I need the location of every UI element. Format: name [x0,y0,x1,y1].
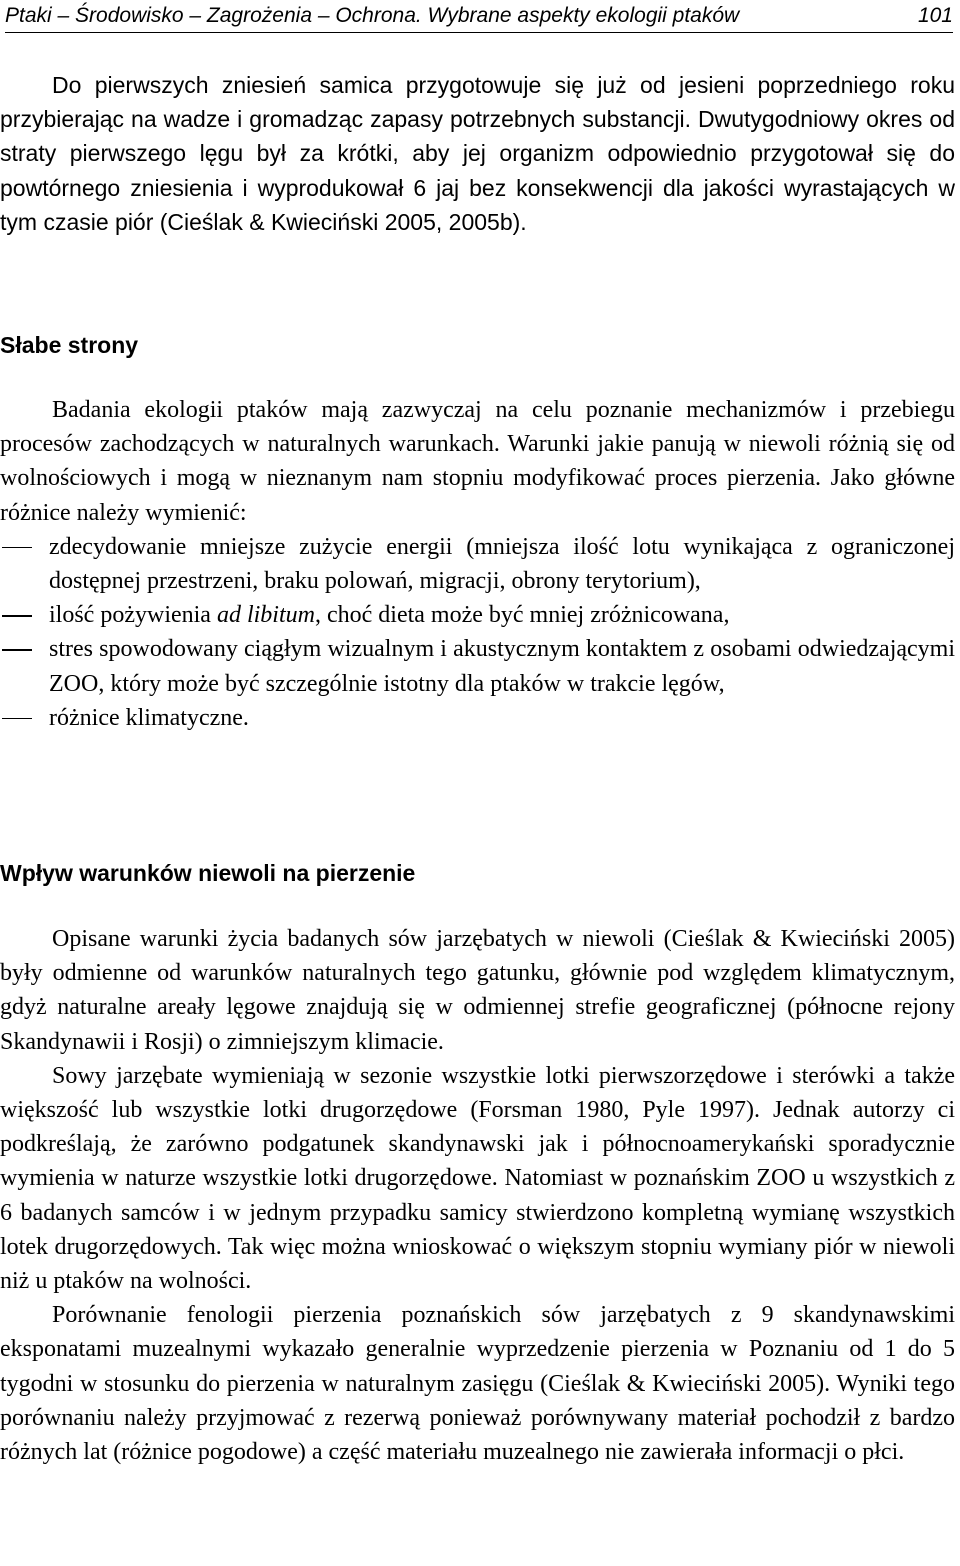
list-item: różnice klimatyczne. [0,701,955,735]
intro-paragraph: Do pierwszych zniesień samica przygotowuje się już od jesieni poprzedniego roku przybierając na wadze i gromadząc zapasy potrzebnych substancji. Dwutygodniowy okres od straty pierwszego lęgu był za krótki, aby jej organizm odpowiednio przygotował się do powtórnego zniesienia i wyprodukował 6 jaj bez konsekwencji dla jakości wyrastających w tym czasie piór (Cieślak & Kwieciński 2005, 2005b). [0,72,955,235]
body-paragraph: Sowy jarzębate wymieniają w sezonie wszystkie lotki pierwszorzędowe i sterówki a także większość lub wszystkie lotki drugorzędowe (Forsman 1980, Pyle 1997). Jednak autorzy ci podkreślają, że zarówno podgatunek skandynawski jak i północnoamerykański sporadycznie wymienia w naturze wszystkie lotki drugorzędowe. Natomiast w poznańskim ZOO u wszystkich z 6 badanych samców i w jednym przypadku samicy stwierdzono kompletną wymianę wszystkich lotek drugorzędowych. Tak więc można wnioskować o większym stopniu wymiany piór w niewoli niż u ptaków na wolności. [0,1062,955,1295]
list-item: stres spowodowany ciągłym wizualnym i akustycznym kontaktem z osobami odwiedzającymi ZOO, który może być szczególnie istotny dla ptaków w trakcie lęgów, [0,632,955,700]
section-heading-captivity-influence: Wpływ warunków niewoli na pierzenie [0,860,416,886]
header-title: Ptaki – Środowisko – Zagrożenia – Ochrona. Wybrane aspekty ekologii ptaków [5,4,740,27]
differences-list [0,530,955,735]
section-heading-weak-points: Słabe strony [0,332,139,358]
list-item: ilość pożywienia ad libitum, choć dieta może być mniej zróżnicowana, [0,598,955,632]
running-header [5,2,953,33]
weak-points-block [0,393,955,735]
body-paragraph: Opisane warunki życia badanych sów jarzębatych w niewoli (Cieślak & Kwieciński 2005) były odmienne od warunków naturalnych tego gatunku, głównie pod względem klimatycznym, gdyż naturalne areały lęgowe znajdują się w odmiennej strefie geograficznej (północne rejony Skandynawii i Rosji) o zimniejszym klimacie. [0,926,955,1055]
captivity-influence-block [0,922,955,1469]
intro-block [0,68,955,239]
italic-term: ad libitum [216,602,315,629]
body-paragraph: Porównanie fenologii pierzenia poznańskich sów jarzębatych z 9 skandynawskimi eksponatami muzealnymi wykazało generalnie wyprzedzenie pierzenia w Poznaniu od 1 do 5 tygodni w stosunku do pierzenia w naturalnym zasięgu (Cieślak & Kwieciński 2005). Wyniki tego porównaniu należy przyjmować z rezerwą ponieważ porównywany materiał pochodził z bardzo różnych lat (różnice pogodowe) a część materiału muzealnego nie zawierała informacji o płci. [0,1302,955,1466]
page-number: 101 [917,4,953,27]
weak-points-paragraph: Badania ekologii ptaków mają zazwyczaj na celu poznanie mechanizmów i przebiegu procesów zachodzących w naturalnych warunkach. Warunki jakie panują w niewoli różnią się od wolnościowych i mogą w nieznanym nam stopniu modyfikować proces pierzenia. Jako główne różnice należy wymienić: [0,397,955,526]
list-item: zdecydowanie mniejsze zużycie energii (mniejsza ilość lotu wynikająca z ograniczonej dostępnej przestrzeni, braku polowań, migracji, obrony terytorium), [0,530,955,598]
